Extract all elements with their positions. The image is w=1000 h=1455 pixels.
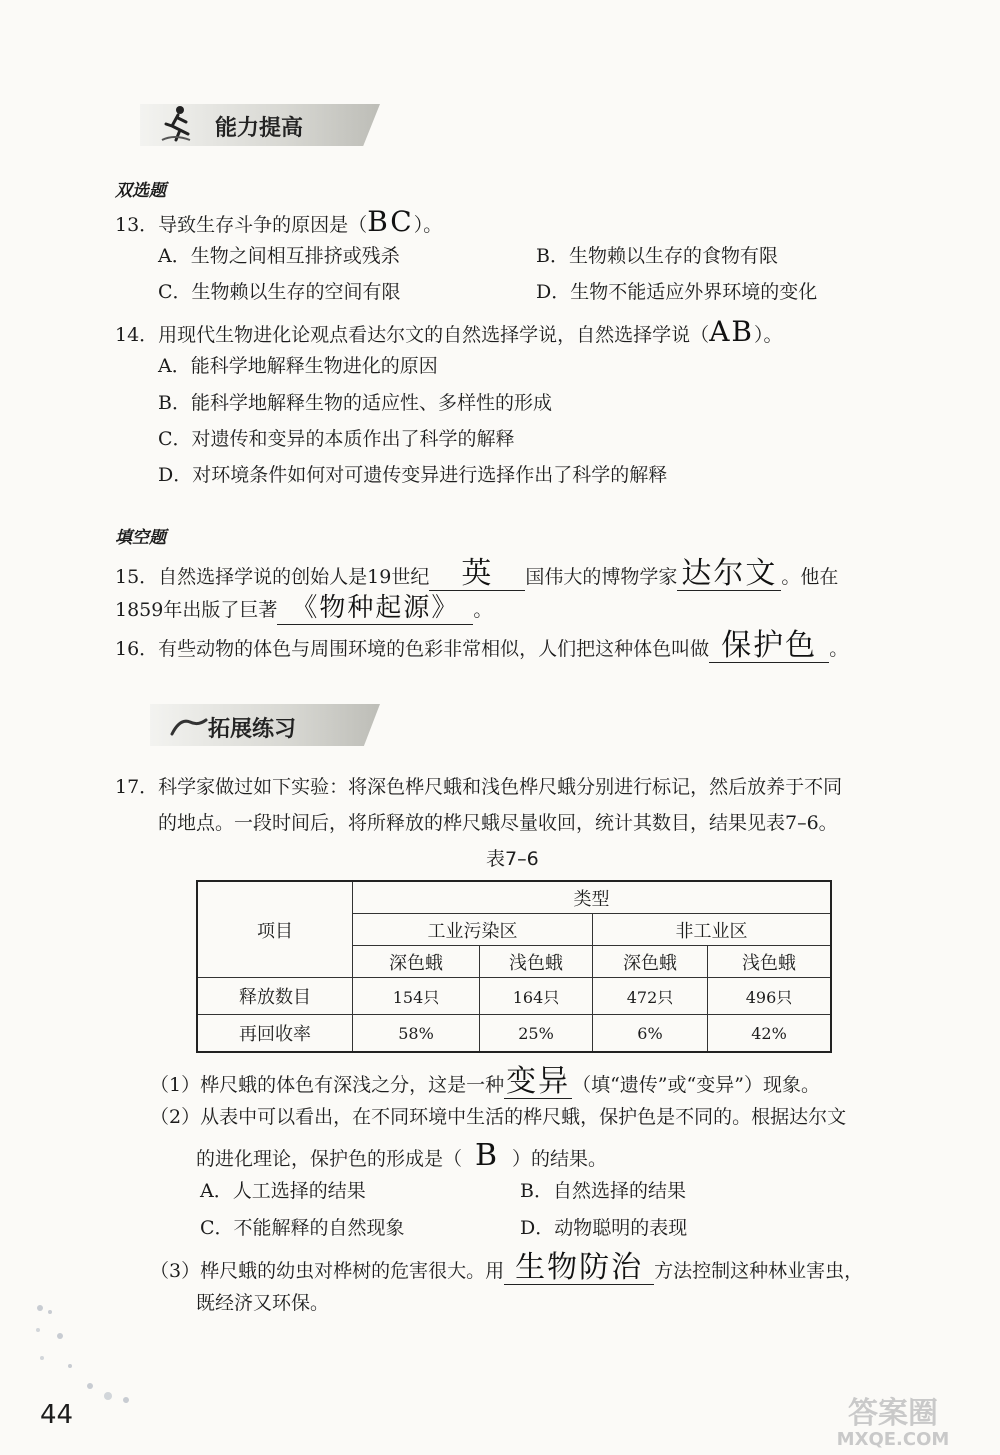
- q13-option-c: C．生物赖以生存的空间有限: [158, 281, 401, 303]
- q17-sub1: [150, 1066, 820, 1099]
- q17-sub2-option-c: C．不能解释的自然现象: [200, 1217, 405, 1239]
- table-caption: 表7–6: [486, 848, 539, 870]
- q14-option-a: A．能科学地解释生物进化的原因: [158, 355, 438, 377]
- cell-recapture-3: 6%: [593, 1015, 708, 1053]
- page-number: 44: [40, 1400, 74, 1430]
- question-17-line2: 的地点。一段时间后，将所释放的桦尺蛾尽量收回，统计其数目，结果见表7–6。: [158, 812, 838, 834]
- cell-released-3: 472只: [593, 978, 708, 1015]
- cell-released-2: 164只: [480, 978, 593, 1015]
- section-label-double-choice: 双选题: [115, 181, 166, 201]
- runner-icon: [160, 104, 194, 144]
- header-item: 项目: [197, 881, 353, 978]
- question-15: [115, 558, 838, 591]
- table-row: [197, 1015, 831, 1053]
- cell-recapture-1: 58%: [353, 1015, 480, 1053]
- header-industrial: 工业污染区: [353, 914, 593, 946]
- q17-sub2-line2: [196, 1140, 607, 1172]
- header-type: 类型: [353, 881, 832, 914]
- question-13: [115, 206, 442, 238]
- q14-option-d: D．对环境条件如何对可遗传变异进行选择作出了科学的解释: [158, 464, 668, 486]
- col-light-1: 浅色蛾: [480, 946, 593, 978]
- q13-answer: BC: [367, 205, 414, 238]
- q14-answer: AB: [709, 315, 754, 348]
- q15-answer-country: 英: [429, 558, 525, 591]
- q17-sub3-answer: 生物防治: [504, 1252, 654, 1285]
- q17-sub1-text-a: （1）桦尺蛾的体色有深浅之分，这是一种: [150, 1074, 505, 1096]
- q17-sub2-line1: （2）从表中可以看出，在不同环境中生活的桦尺蛾，保护色是不同的。根据达尔文: [150, 1106, 847, 1128]
- q16-text-2: 。: [829, 638, 849, 660]
- section-label-fill-blank: 填空题: [115, 528, 166, 548]
- q17-sub3: [150, 1252, 863, 1285]
- q17-sub3-text-a: （3）桦尺蛾的幼虫对桦树的危害很大。用: [150, 1260, 505, 1282]
- q15-answer-book: 《物种起源》: [277, 592, 473, 625]
- watermark-bottom: MXQE.COM: [836, 1429, 950, 1450]
- question-16: [115, 630, 848, 663]
- table-row: [197, 881, 831, 914]
- cell-released-4: 496只: [708, 978, 832, 1015]
- q17-sub1-text-b: （填“遗传”或“变异”）现象。: [572, 1074, 820, 1096]
- col-light-2: 浅色蛾: [708, 946, 832, 978]
- question-15-line2: [115, 592, 492, 625]
- q14-option-c: C．对遗传和变异的本质作出了科学的解释: [158, 428, 515, 450]
- cell-released-1: 154只: [353, 978, 480, 1015]
- q15-text-4: 1859年出版了巨著: [115, 599, 278, 621]
- q13-stem: 13．导致生存斗争的原因是（: [115, 214, 368, 236]
- col-dark-1: 深色蛾: [353, 946, 480, 978]
- q16-answer: 保护色: [709, 630, 829, 663]
- question-17-line1: 17．科学家做过如下实验：将深色桦尺蛾和浅色桦尺蛾分别进行标记，然后放养于不同: [115, 776, 843, 798]
- q16-text-1: 16．有些动物的体色与周围环境的色彩非常相似，人们把这种体色叫做: [115, 638, 710, 660]
- q17-sub1-answer: 变异: [506, 1064, 571, 1099]
- q14-close: ）。: [753, 324, 783, 346]
- cell-recapture-4: 42%: [708, 1015, 832, 1053]
- table-row: [197, 978, 831, 1015]
- banner-title-ability: 能力提高: [215, 116, 304, 141]
- q17-sub3-line2: 既经济又环保。: [196, 1292, 330, 1314]
- q17-sub2-text-b: ）的结果。: [512, 1148, 608, 1170]
- q15-text-2: 国伟大的博物学家: [525, 566, 678, 588]
- q13-option-d: D．生物不能适应外界环境的变化: [536, 281, 818, 303]
- q17-sub2-option-b: B．自然选择的结果: [520, 1180, 686, 1202]
- banner-title-extension: 拓展练习: [208, 717, 297, 742]
- q17-sub2-option-a: A．人工选择的结果: [200, 1180, 366, 1202]
- moth-table: [196, 880, 832, 1053]
- q15-text-3: 。他在: [781, 566, 839, 588]
- q14-option-b: B．能科学地解释生物的适应性、多样性的形成: [158, 392, 552, 414]
- header-nonindustrial: 非工业区: [593, 914, 832, 946]
- q13-option-a: A．生物之间相互排挤或残杀: [158, 245, 400, 267]
- q17-sub2-text-a: 的进化理论，保护色的形成是（: [196, 1148, 463, 1170]
- q15-text-5: 。: [473, 599, 493, 621]
- q15-text-1: 15．自然选择学说的创始人是19世纪: [115, 566, 430, 588]
- watermark-logo: [808, 1398, 978, 1450]
- q13-close: ）。: [413, 214, 443, 236]
- watermark-top: 答案圈: [848, 1396, 938, 1431]
- row-label-recapture: 再回收率: [197, 1015, 353, 1053]
- question-14: [115, 316, 783, 348]
- q17-sub2-option-d: D．动物聪明的表现: [520, 1217, 688, 1239]
- decorative-dots: [30, 1300, 150, 1410]
- row-label-released: 释放数目: [197, 978, 353, 1015]
- q14-stem: 14．用现代生物进化论观点看达尔文的自然选择学说，自然选择学说（: [115, 324, 710, 346]
- col-dark-2: 深色蛾: [593, 946, 708, 978]
- q17-sub3-text-b: 方法控制这种林业害虫，: [654, 1260, 864, 1282]
- pencil-icon: [168, 712, 208, 738]
- q13-option-b: B．生物赖以生存的食物有限: [536, 245, 778, 267]
- cell-recapture-2: 25%: [480, 1015, 593, 1053]
- q17-sub2-answer: B: [474, 1138, 500, 1173]
- q15-answer-scientist: 达尔文: [677, 558, 781, 591]
